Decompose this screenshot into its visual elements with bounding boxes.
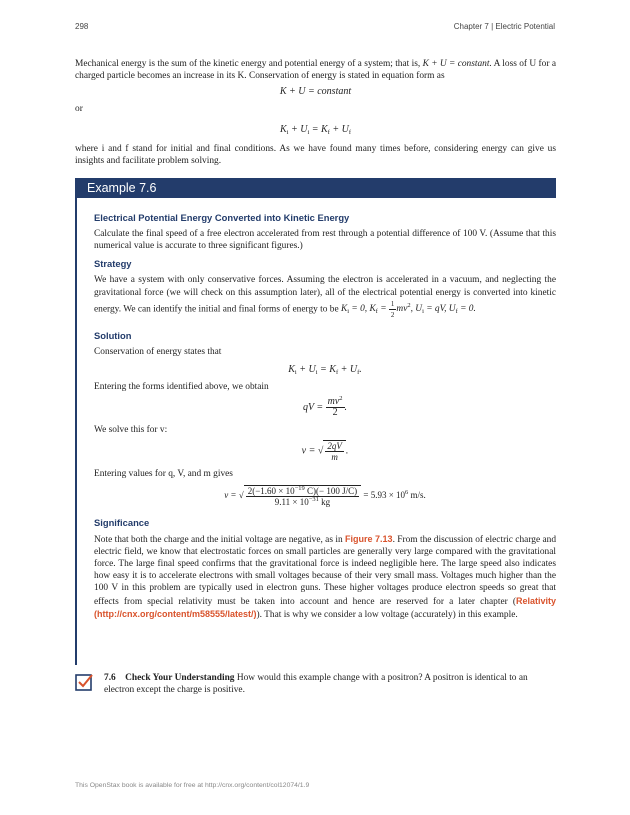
page-footer: This OpenStax book is available for free at http://cnx.org/content/col12074/1.9 [75, 782, 310, 789]
equation-conservation: $K_i + U_i = K_f + U_f$ [279, 123, 352, 136]
chapter-title: Chapter 7 | Electric Potential [453, 22, 555, 31]
problem-text: Calculate the final speed of a free electron accelerated from rest through a potential difference of 100 V. (Assume that this numerical value is accurate to three significant figures.) [94, 229, 556, 252]
intro-section [75, 58, 556, 167]
equation-conservation-2: $K_i + U_i = K_f + U_f$. [288, 364, 362, 377]
example-border [75, 198, 77, 665]
equation-energy-constant: K + U = constant [279, 86, 352, 98]
check-text [104, 672, 556, 696]
equation-result: v = √ $\frac{2(-1.60 \times 10^{-19} C)(- 100 J/C)}{9.11 \times 10^{-31} kg}$ = $5.93 \times 10^6$ m/s. [224, 484, 426, 507]
solution-text-2: Entering the forms identified above, we obtain [94, 382, 269, 393]
check-number: 7.6 [104, 673, 116, 683]
intro-paragraph-1: Mechanical energy is the sum of the kinetic energy and potential energy of a system; that is, K + U = constant. A loss of U for a charged particle becomes an increase in its K. Conservation of energy is stated in equation form as [75, 59, 557, 82]
check-title: Check Your Understanding [125, 673, 235, 683]
example-label: Example 7.6 [75, 178, 556, 198]
checklist-icon [75, 672, 95, 692]
example-body [94, 212, 556, 621]
significance-heading: Significance [94, 516, 150, 528]
strategy-heading: Strategy [94, 258, 132, 270]
solution-text-1: Conservation of energy states that [94, 346, 222, 357]
or-text: or [75, 104, 83, 115]
solution-text-4: Entering values for q, V, and m gives [94, 469, 233, 480]
inline-equation: K + U = constant. [422, 59, 492, 69]
equation-qv: qV = $\frac{mv^2}{2}$ . [302, 395, 348, 419]
equation-v: v = √ $\frac{2qV}{m}$ . [301, 441, 349, 463]
significance-text: Note that both the charge and the initial voltage are negative, as in Figure 7.13. From the discussion of electric charge and electric field, we know that electrostatic forces on small particles are generally very large compared with the gravitational force. The large final speed confirms that the gravitational force is indeed negligible here. The large speed also indicates how easy it is to accelerate electrons with small voltages because of their very small mass. Voltages much higher than the 100 V in this problem are typically used in electron guns. These higher voltages produce electron speeds so great that effects from special relativity must be taken into account and hence are reserved for a later chapter (Relativity (http://cnx.org/content/m58555/latest/)). That is why we consider a low voltage (accurately) in this example. [94, 533, 557, 620]
figure-link[interactable]: Figure 7.13 [345, 533, 393, 544]
check-body: How would this example change with a positron? A positron is identical to an electron except the charge is positive. [104, 673, 528, 696]
strategy-text: We have a system with only conservative forces. Assuming the electron is accelerated in a vacuum, and neglecting the gravitational force (we will check on this assumption later), all of the electrical potential energy is converted into kinetic energy. We can identify the initial and final forms of energy to be $K_i = 0$, $K_f$ = $\frac{1}{2}$ $mv^2$, $U_i$ = qV, $U_f = 0$. [94, 275, 556, 319]
check-understanding [75, 672, 556, 696]
intro-paragraph-2: where i and f stand for initial and final conditions. As we have found many times before, considering energy can give us insights and facilitate problem solving. [75, 143, 556, 166]
solution-heading: Solution [94, 329, 132, 341]
solution-text-3: We solve this for v: [94, 425, 168, 436]
relativity-link[interactable]: Relativity (http://cnx.org/content/m58555/latest/) [94, 595, 556, 619]
page-header [75, 22, 555, 36]
page-number: 298 [75, 22, 89, 31]
example-title: Electrical Potential Energy Converted into Kinetic Energy [94, 212, 350, 223]
example-box [75, 178, 556, 665]
